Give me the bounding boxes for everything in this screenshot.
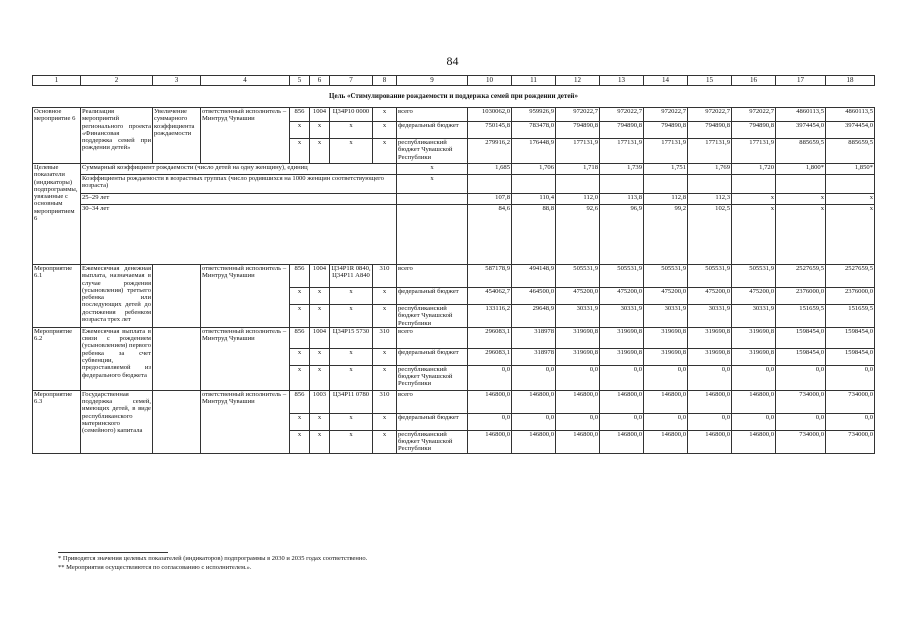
indicator-value: 113,8 (600, 194, 644, 205)
code-section: х (310, 430, 330, 453)
table-body (33, 76, 875, 454)
indicator-value: 1,850* (826, 164, 875, 175)
column-number: 16 (732, 76, 776, 86)
indicator-row (33, 175, 875, 194)
code-expense-group: 310 (373, 327, 397, 348)
value-cell: 0,0 (512, 413, 556, 430)
code-expense-group: х (373, 430, 397, 453)
value-cell: 30331,9 (732, 305, 776, 328)
value-cell: 783478,0 (512, 122, 556, 139)
indicator-value (644, 175, 688, 194)
funding-source: федеральный бюджет (397, 288, 468, 305)
value-cell: 146800,0 (600, 390, 644, 413)
indicator-value: 99,2 (644, 205, 688, 265)
code-target: Ц34Р15 5730 (330, 327, 373, 348)
indicators-label: Целевые показатели (индикаторы) подпрограммы, увязанные с основным мероприятием 6 (33, 164, 81, 265)
value-cell: 505531,9 (556, 265, 600, 288)
program-table (32, 75, 875, 454)
activity-name: Ежемесячная выплата в связи с рождением (усыновлением) первого ребенка за счет субвенции, предоставляемой из федерального бюджета (81, 327, 153, 390)
indicator-value: 1,800* (776, 164, 826, 175)
column-number: 15 (688, 76, 732, 86)
code-section: х (310, 348, 330, 365)
column-number-row (33, 76, 875, 86)
activity-result (153, 390, 201, 453)
value-cell: 2527659,5 (776, 265, 826, 288)
funding-source: всего (397, 108, 468, 122)
indicator-value: 102,5 (688, 205, 732, 265)
value-cell: 146800,0 (644, 390, 688, 413)
value-cell: 454062,7 (468, 288, 512, 305)
value-cell: 319690,8 (644, 348, 688, 365)
code-grbs: х (290, 413, 310, 430)
activity-label: Мероприятие 6.3 (33, 390, 81, 453)
code-target: х (330, 413, 373, 430)
value-cell: 794890,8 (556, 122, 600, 139)
value-cell: 151659,5 (776, 305, 826, 328)
column-number: 11 (512, 76, 556, 86)
value-cell: 296083,1 (468, 348, 512, 365)
value-cell: 0,0 (556, 413, 600, 430)
code-target: х (330, 365, 373, 390)
code-section: х (310, 288, 330, 305)
value-cell: 1598454,0 (826, 348, 875, 365)
indicator-row (33, 205, 875, 265)
value-cell: 176448,9 (512, 139, 556, 164)
value-cell: 0,0 (468, 365, 512, 390)
activity-name: Ежемесячная денежная выплата, назначаемая в случае рождения (усыновления) третьего ребенка или последующих детей до достижения ребенком возраста трех лет (81, 265, 153, 328)
value-cell: 0,0 (644, 413, 688, 430)
code-target: Ц34Р1R 0840, Ц34Р11 А840 (330, 265, 373, 288)
value-cell: 30331,9 (644, 305, 688, 328)
indicator-value (732, 175, 776, 194)
value-cell: 2376000,0 (776, 288, 826, 305)
indicator-value: х (732, 194, 776, 205)
indicator-value: 1,718 (556, 164, 600, 175)
indicator-value: х (776, 205, 826, 265)
indicator-value (688, 175, 732, 194)
funding-source: республиканский бюджет Чувашской Республики (397, 430, 468, 453)
page-number: 84 (446, 54, 459, 68)
value-cell: 146800,0 (732, 430, 776, 453)
value-cell: 146800,0 (556, 430, 600, 453)
value-cell: 734000,0 (776, 430, 826, 453)
indicator-value (468, 175, 512, 194)
footnote-1: * Приводятся значения целевых показателей (индикаторов) подпрограммы в 2030 и 2035 годах соответственно. (58, 555, 368, 562)
indicator-value: 110,4 (512, 194, 556, 205)
value-cell: 794890,8 (688, 122, 732, 139)
table-row (33, 108, 875, 122)
column-number: 14 (644, 76, 688, 86)
column-number: 4 (201, 76, 290, 86)
value-cell: 1030062,0 (468, 108, 512, 122)
code-grbs: 856 (290, 108, 310, 122)
indicator-value: х (826, 205, 875, 265)
code-expense-group: х (373, 305, 397, 328)
value-cell: 146800,0 (512, 430, 556, 453)
indicator-value: 1,720 (732, 164, 776, 175)
code-target: Ц34Р11 0780 (330, 390, 373, 413)
value-cell: 505531,9 (644, 265, 688, 288)
value-cell: 177131,9 (644, 139, 688, 164)
goal-title: Цель «Стимулирование рождаемости и поддержка семей при рождении детей» (33, 86, 875, 108)
code-expense-group: х (373, 108, 397, 122)
value-cell: 734000,0 (776, 390, 826, 413)
code-target: х (330, 139, 373, 164)
indicator-value: 88,8 (512, 205, 556, 265)
indicator-name: 25–29 лет (81, 194, 397, 205)
value-cell: 475200,0 (556, 288, 600, 305)
value-cell: 319690,8 (600, 327, 644, 348)
value-cell: 146800,0 (688, 390, 732, 413)
code-expense-group: х (373, 288, 397, 305)
code-grbs: х (290, 365, 310, 390)
code-grbs: х (290, 139, 310, 164)
column-number: 6 (310, 76, 330, 86)
code-grbs: х (290, 305, 310, 328)
value-cell: 475200,0 (732, 288, 776, 305)
indicator-name: 30–34 лет (81, 205, 397, 265)
funding-source: республиканский бюджет Чувашской Республики (397, 365, 468, 390)
value-cell: 505531,9 (600, 265, 644, 288)
value-cell: 296083,1 (468, 327, 512, 348)
code-target: х (330, 288, 373, 305)
code-expense-group: х (373, 139, 397, 164)
indicator-value (826, 175, 875, 194)
value-cell: 2376000,0 (826, 288, 875, 305)
value-cell: 475200,0 (644, 288, 688, 305)
indicator-value (600, 175, 644, 194)
value-cell: 2527659,5 (826, 265, 875, 288)
value-cell: 0,0 (732, 413, 776, 430)
code-grbs: х (290, 430, 310, 453)
value-cell: 0,0 (600, 413, 644, 430)
value-cell: 319690,8 (732, 348, 776, 365)
code-expense-group: 310 (373, 265, 397, 288)
column-number: 9 (397, 76, 468, 86)
footnote-rule (58, 552, 168, 553)
value-cell: 146800,0 (644, 430, 688, 453)
value-cell: 30331,9 (600, 305, 644, 328)
value-cell: 494148,9 (512, 265, 556, 288)
activity-executor: ответственный исполнитель – Минтруд Чувашии (201, 108, 290, 164)
value-cell: 505531,9 (732, 265, 776, 288)
code-section: х (310, 139, 330, 164)
value-cell: 0,0 (776, 413, 826, 430)
code-section: 1003 (310, 390, 330, 413)
value-cell: 4860113,5 (776, 108, 826, 122)
indicator-value: 92,6 (556, 205, 600, 265)
value-cell: 0,0 (688, 413, 732, 430)
activity-name: Реализация мероприятий регионального проекта «Финансовая поддержка семей при рождении детей» (81, 108, 153, 164)
funding-source: республиканский бюджет Чувашской Республики (397, 139, 468, 164)
value-cell: 885659,5 (776, 139, 826, 164)
activity-label: Мероприятие 6.1 (33, 265, 81, 328)
column-number: 8 (373, 76, 397, 86)
column-number: 7 (330, 76, 373, 86)
value-cell: 30331,9 (556, 305, 600, 328)
column-number: 3 (153, 76, 201, 86)
value-cell: 475200,0 (688, 288, 732, 305)
indicator-name: Коэффициенты рождаемости в возрастных группах (число родившихся на 1000 женщин соответствующего возраста) (81, 175, 397, 194)
value-cell: 177131,9 (732, 139, 776, 164)
value-cell: 4860113,5 (826, 108, 875, 122)
value-cell: 0,0 (826, 413, 875, 430)
code-grbs: 856 (290, 327, 310, 348)
table-row (33, 327, 875, 348)
column-number: 1 (33, 76, 81, 86)
column-number: 2 (81, 76, 153, 86)
code-grbs: х (290, 122, 310, 139)
activity-label: Основное мероприятие 6 (33, 108, 81, 164)
column-number: 13 (600, 76, 644, 86)
code-expense-group: х (373, 365, 397, 390)
code-section: х (310, 413, 330, 430)
value-cell: 972022,7 (688, 108, 732, 122)
indicator-value: 112,8 (644, 194, 688, 205)
column-number: 12 (556, 76, 600, 86)
value-cell: 959926,9 (512, 108, 556, 122)
activity-result: Увеличение суммарного коэффициента рождаемости (153, 108, 201, 164)
column-number: 18 (826, 76, 875, 86)
funding-source: всего (397, 327, 468, 348)
code-target: х (330, 430, 373, 453)
funding-source: всего (397, 390, 468, 413)
value-cell: 30331,9 (688, 305, 732, 328)
code-expense-group: х (373, 122, 397, 139)
code-target: Ц34Р10 0000 (330, 108, 373, 122)
value-cell: 146800,0 (556, 390, 600, 413)
value-cell: 319690,8 (688, 327, 732, 348)
indicator-value: х (826, 194, 875, 205)
value-cell: 734000,0 (826, 430, 875, 453)
value-cell: 587178,9 (468, 265, 512, 288)
value-cell: 146800,0 (468, 390, 512, 413)
activity-label: Мероприятие 6.2 (33, 327, 81, 390)
indicator-value: 1,739 (600, 164, 644, 175)
indicator-value: 1,685 (468, 164, 512, 175)
value-cell: 319690,8 (556, 327, 600, 348)
indicator-value (512, 175, 556, 194)
value-cell: 0,0 (688, 365, 732, 390)
value-cell: 1598454,0 (776, 348, 826, 365)
value-cell: 972022,7 (556, 108, 600, 122)
value-cell: 279916,2 (468, 139, 512, 164)
value-cell: 0,0 (644, 365, 688, 390)
value-cell: 177131,9 (556, 139, 600, 164)
indicator-value: 112,3 (688, 194, 732, 205)
code-grbs: х (290, 348, 310, 365)
value-cell: 1598454,0 (826, 327, 875, 348)
activity-name: Государственная поддержка семей, имеющих детей, в виде республиканского материнского (семейного) капитала (81, 390, 153, 453)
value-cell: 318978 (512, 348, 556, 365)
code-expense-group: х (373, 348, 397, 365)
code-section: 1004 (310, 327, 330, 348)
value-cell: 0,0 (826, 365, 875, 390)
funding-source: всего (397, 265, 468, 288)
value-cell: 0,0 (512, 365, 556, 390)
indicator-c9: х (397, 164, 468, 175)
value-cell: 319690,8 (556, 348, 600, 365)
value-cell: 1598454,0 (776, 327, 826, 348)
funding-source: республиканский бюджет Чувашской Республики (397, 305, 468, 328)
value-cell: 972022,7 (732, 108, 776, 122)
value-cell: 319690,8 (688, 348, 732, 365)
indicator-value (776, 175, 826, 194)
code-target: х (330, 348, 373, 365)
value-cell: 318978 (512, 327, 556, 348)
value-cell: 475200,0 (600, 288, 644, 305)
code-target: х (330, 305, 373, 328)
value-cell: 464500,0 (512, 288, 556, 305)
column-number: 5 (290, 76, 310, 86)
value-cell: 151659,5 (826, 305, 875, 328)
value-cell: 29648,9 (512, 305, 556, 328)
indicator-row (33, 164, 875, 175)
footnote-2: ** Мероприятия осуществляются по согласованию с исполнителем.». (58, 564, 252, 571)
activity-result (153, 327, 201, 390)
code-section: х (310, 365, 330, 390)
value-cell: 3974454,0 (776, 122, 826, 139)
value-cell: 319690,8 (644, 327, 688, 348)
code-expense-group: 310 (373, 390, 397, 413)
value-cell: 0,0 (468, 413, 512, 430)
value-cell: 146800,0 (468, 430, 512, 453)
table-row (33, 265, 875, 288)
indicator-value: 1,769 (688, 164, 732, 175)
indicator-value (556, 175, 600, 194)
value-cell: 0,0 (732, 365, 776, 390)
indicator-value: 1,706 (512, 164, 556, 175)
code-section: 1004 (310, 265, 330, 288)
value-cell: 794890,8 (644, 122, 688, 139)
indicator-c9 (397, 205, 468, 265)
value-cell: 319690,8 (732, 327, 776, 348)
indicator-value: х (776, 194, 826, 205)
value-cell: 750145,8 (468, 122, 512, 139)
goal-row (33, 86, 875, 108)
code-grbs: 856 (290, 265, 310, 288)
indicator-value: 112,0 (556, 194, 600, 205)
value-cell: 0,0 (600, 365, 644, 390)
value-cell: 0,0 (776, 365, 826, 390)
funding-source: федеральный бюджет (397, 413, 468, 430)
value-cell: 0,0 (556, 365, 600, 390)
column-number: 17 (776, 76, 826, 86)
activity-executor: ответственный исполнитель – Минтруд Чувашии (201, 265, 290, 328)
indicator-value: х (732, 205, 776, 265)
activity-executor: ответственный исполнитель – Минтруд Чувашии (201, 390, 290, 453)
activity-executor: ответственный исполнитель – Минтруд Чувашии (201, 327, 290, 390)
indicator-value: 1,751 (644, 164, 688, 175)
code-grbs: х (290, 288, 310, 305)
value-cell: 146800,0 (512, 390, 556, 413)
indicator-value: 107,8 (468, 194, 512, 205)
value-cell: 177131,9 (688, 139, 732, 164)
value-cell: 319690,8 (600, 348, 644, 365)
indicator-row (33, 194, 875, 205)
value-cell: 794890,8 (600, 122, 644, 139)
table-row (33, 390, 875, 413)
value-cell: 734000,0 (826, 390, 875, 413)
value-cell: 885659,5 (826, 139, 875, 164)
value-cell: 794890,8 (732, 122, 776, 139)
code-section: х (310, 122, 330, 139)
code-section: 1004 (310, 108, 330, 122)
funding-source: федеральный бюджет (397, 348, 468, 365)
code-section: х (310, 305, 330, 328)
code-grbs: 856 (290, 390, 310, 413)
value-cell: 146800,0 (688, 430, 732, 453)
indicator-c9: х (397, 175, 468, 194)
value-cell: 3974454,0 (826, 122, 875, 139)
value-cell: 972022,7 (600, 108, 644, 122)
value-cell: 505531,9 (688, 265, 732, 288)
column-number: 10 (468, 76, 512, 86)
value-cell: 146800,0 (732, 390, 776, 413)
value-cell: 133116,2 (468, 305, 512, 328)
code-target: х (330, 122, 373, 139)
indicator-name: Суммарный коэффициент рождаемости (число детей на одну женщину), единиц (81, 164, 397, 175)
value-cell: 146800,0 (600, 430, 644, 453)
value-cell: 177131,9 (600, 139, 644, 164)
code-expense-group: х (373, 413, 397, 430)
indicator-value: 96,9 (600, 205, 644, 265)
indicator-value: 84,6 (468, 205, 512, 265)
indicator-c9 (397, 194, 468, 205)
value-cell: 972022,7 (644, 108, 688, 122)
activity-result (153, 265, 201, 328)
funding-source: федеральный бюджет (397, 122, 468, 139)
